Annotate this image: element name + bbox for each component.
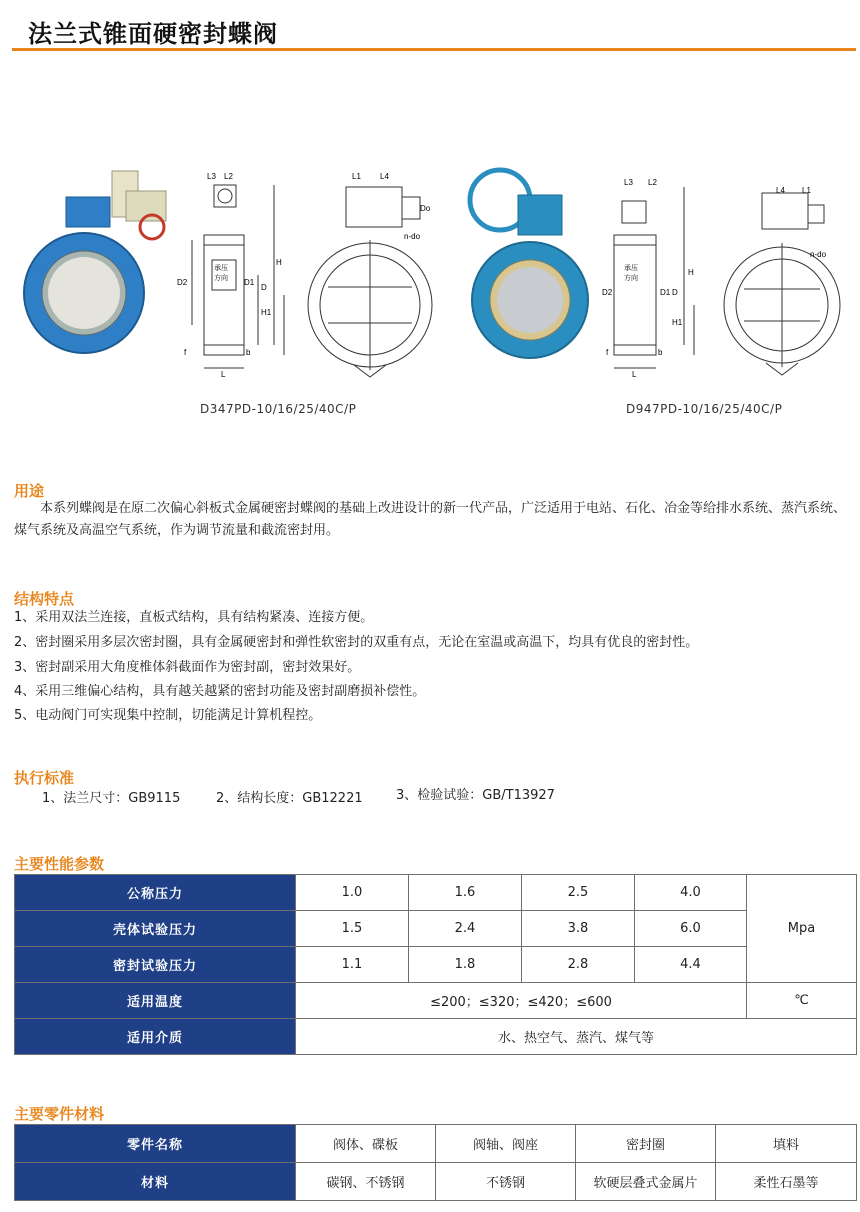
table-cell: 密封圈 [576, 1125, 716, 1163]
materials-table [14, 1124, 857, 1201]
dim-label-L: L [221, 370, 226, 379]
table-cell: 2.4 [409, 911, 522, 947]
dim-label-D2-right: D2 [602, 288, 613, 297]
pressure-unit: Mpa [747, 875, 857, 983]
table-cell: 4.4 [635, 947, 747, 983]
dim-label-b-right: b [658, 348, 663, 357]
performance-table [14, 874, 857, 1055]
row-label-material: 材料 [15, 1163, 296, 1201]
table-cell: 1.1 [296, 947, 409, 983]
usage-heading: 用途 [14, 482, 45, 500]
title-underline [12, 48, 856, 51]
table-cell: 碳钢、不锈钢 [296, 1163, 436, 1201]
feature-item-5: 5、电动阀门可实现集中控制，切能满足计算机程控。 [14, 708, 322, 723]
dim-label-L4-right: L4 [776, 186, 785, 195]
flow-label-2-right: 方向 [624, 274, 638, 282]
dim-label-Do: Do [420, 204, 431, 213]
table-row [15, 1125, 857, 1163]
table-row [15, 911, 857, 947]
dim-label-L3: L3 [207, 172, 216, 181]
figure-right [440, 165, 860, 385]
table-cell: 不锈钢 [436, 1163, 576, 1201]
table-cell: 3.8 [522, 911, 635, 947]
dim-label-ndo: n-do [404, 232, 421, 241]
usage-text: 本系列蝶阀是在原二次偏心斜板式金属硬密封蝶阀的基础上改进设计的新一代产品，广泛适用于电站、石化、冶金等给排水系统、蒸汽系统、煤气系统及高温空气系统，作为调节流量和截流密封用。 [14, 501, 847, 538]
dim-label-D1: D1 [244, 278, 255, 287]
figure-left [14, 165, 444, 385]
dim-label-D1-right: D1 [660, 288, 671, 297]
flow-label-1-right: 承压 [624, 264, 638, 272]
dim-label-L3-right: L3 [624, 178, 633, 187]
row-label-seal-test-pressure: 密封试验压力 [15, 947, 296, 983]
dim-label-D2: D2 [177, 278, 188, 287]
table-cell: 1.0 [296, 875, 409, 911]
feature-item-2: 2、密封圈采用多层次密封圈，具有金属硬密封和弹性软密封的双重有点，无论在室温或高温下，均具有优良的密封性。 [14, 635, 699, 650]
table-row [15, 983, 857, 1019]
side-drawing-left [192, 185, 284, 368]
dim-label-L-right: L [632, 370, 637, 379]
caption-left: D347PD-10/16/25/40C/P [200, 402, 357, 416]
valve-photo-right [470, 170, 588, 358]
row-label-medium: 适用介质 [15, 1019, 296, 1055]
table-row [15, 1019, 857, 1055]
row-label-nominal-pressure: 公称压力 [15, 875, 296, 911]
table-cell: 阀轴、阀座 [436, 1125, 576, 1163]
standards-heading: 执行标准 [14, 769, 75, 787]
temperature-value: ≤200；≤320；≤420；≤600 [296, 983, 747, 1019]
materials-heading: 主要零件材料 [14, 1105, 105, 1123]
table-cell: 6.0 [635, 911, 747, 947]
dim-label-L2-right: L2 [648, 178, 657, 187]
table-cell: 1.6 [409, 875, 522, 911]
table-row [15, 1163, 857, 1201]
standard-item-3: 3、检验试验：GB/T13927 [396, 788, 555, 803]
standard-item-1: 1、法兰尺寸：GB9115 [42, 791, 181, 806]
features-heading: 结构特点 [14, 590, 75, 608]
table-cell: 阀体、碟板 [296, 1125, 436, 1163]
feature-item-3: 3、密封副采用大角度椎体斜截面作为密封副，密封效果好。 [14, 660, 361, 675]
dim-label-L4: L4 [380, 172, 389, 181]
row-label-temperature: 适用温度 [15, 983, 296, 1019]
page-title: 法兰式锥面硬密封蝶阀 [28, 20, 278, 48]
row-label-shell-test-pressure: 壳体试验压力 [15, 911, 296, 947]
dim-label-f: f [184, 348, 187, 357]
dim-label-H1: H1 [261, 308, 272, 317]
dim-label-f-right: f [606, 348, 609, 357]
table-cell: 2.5 [522, 875, 635, 911]
table-cell: 软硬层叠式金属片 [576, 1163, 716, 1201]
front-drawing-right [724, 193, 840, 375]
table-row [15, 947, 857, 983]
table-cell: 填料 [716, 1125, 857, 1163]
medium-value: 水、热空气、蒸汽、煤气等 [296, 1019, 857, 1055]
dim-label-H-right: H [688, 268, 694, 277]
table-row [15, 875, 857, 911]
dim-label-D-right: D [672, 288, 678, 297]
table-cell: 2.8 [522, 947, 635, 983]
dim-label-H1-right: H1 [672, 318, 683, 327]
dim-label-L1-right: L1 [802, 186, 811, 195]
flow-label-2: 方向 [214, 274, 228, 282]
standard-item-2: 2、结构长度：GB12221 [216, 791, 363, 806]
flow-label-1: 承压 [214, 264, 228, 272]
dim-label-b: b [246, 348, 251, 357]
dim-label-H: H [276, 258, 282, 267]
front-drawing-left [308, 187, 432, 377]
table-cell: 柔性石墨等 [716, 1163, 857, 1201]
dim-label-L1: L1 [352, 172, 361, 181]
row-label-part-name: 零件名称 [15, 1125, 296, 1163]
table-cell: 1.5 [296, 911, 409, 947]
temperature-unit: ℃ [747, 983, 857, 1019]
dim-label-ndo-right: n-do [810, 250, 827, 259]
performance-heading: 主要性能参数 [14, 855, 105, 873]
feature-item-1: 1、采用双法兰连接，直板式结构，具有结构紧凑、连接方便。 [14, 610, 374, 625]
feature-item-4: 4、采用三维偏心结构，具有越关越紧的密封功能及密封副磨损补偿性。 [14, 684, 426, 699]
dim-label-L2: L2 [224, 172, 233, 181]
dim-label-D: D [261, 283, 267, 292]
valve-photo-left [24, 171, 166, 353]
table-cell: 4.0 [635, 875, 747, 911]
table-cell: 1.8 [409, 947, 522, 983]
caption-right: D947PD-10/16/25/40C/P [626, 402, 783, 416]
